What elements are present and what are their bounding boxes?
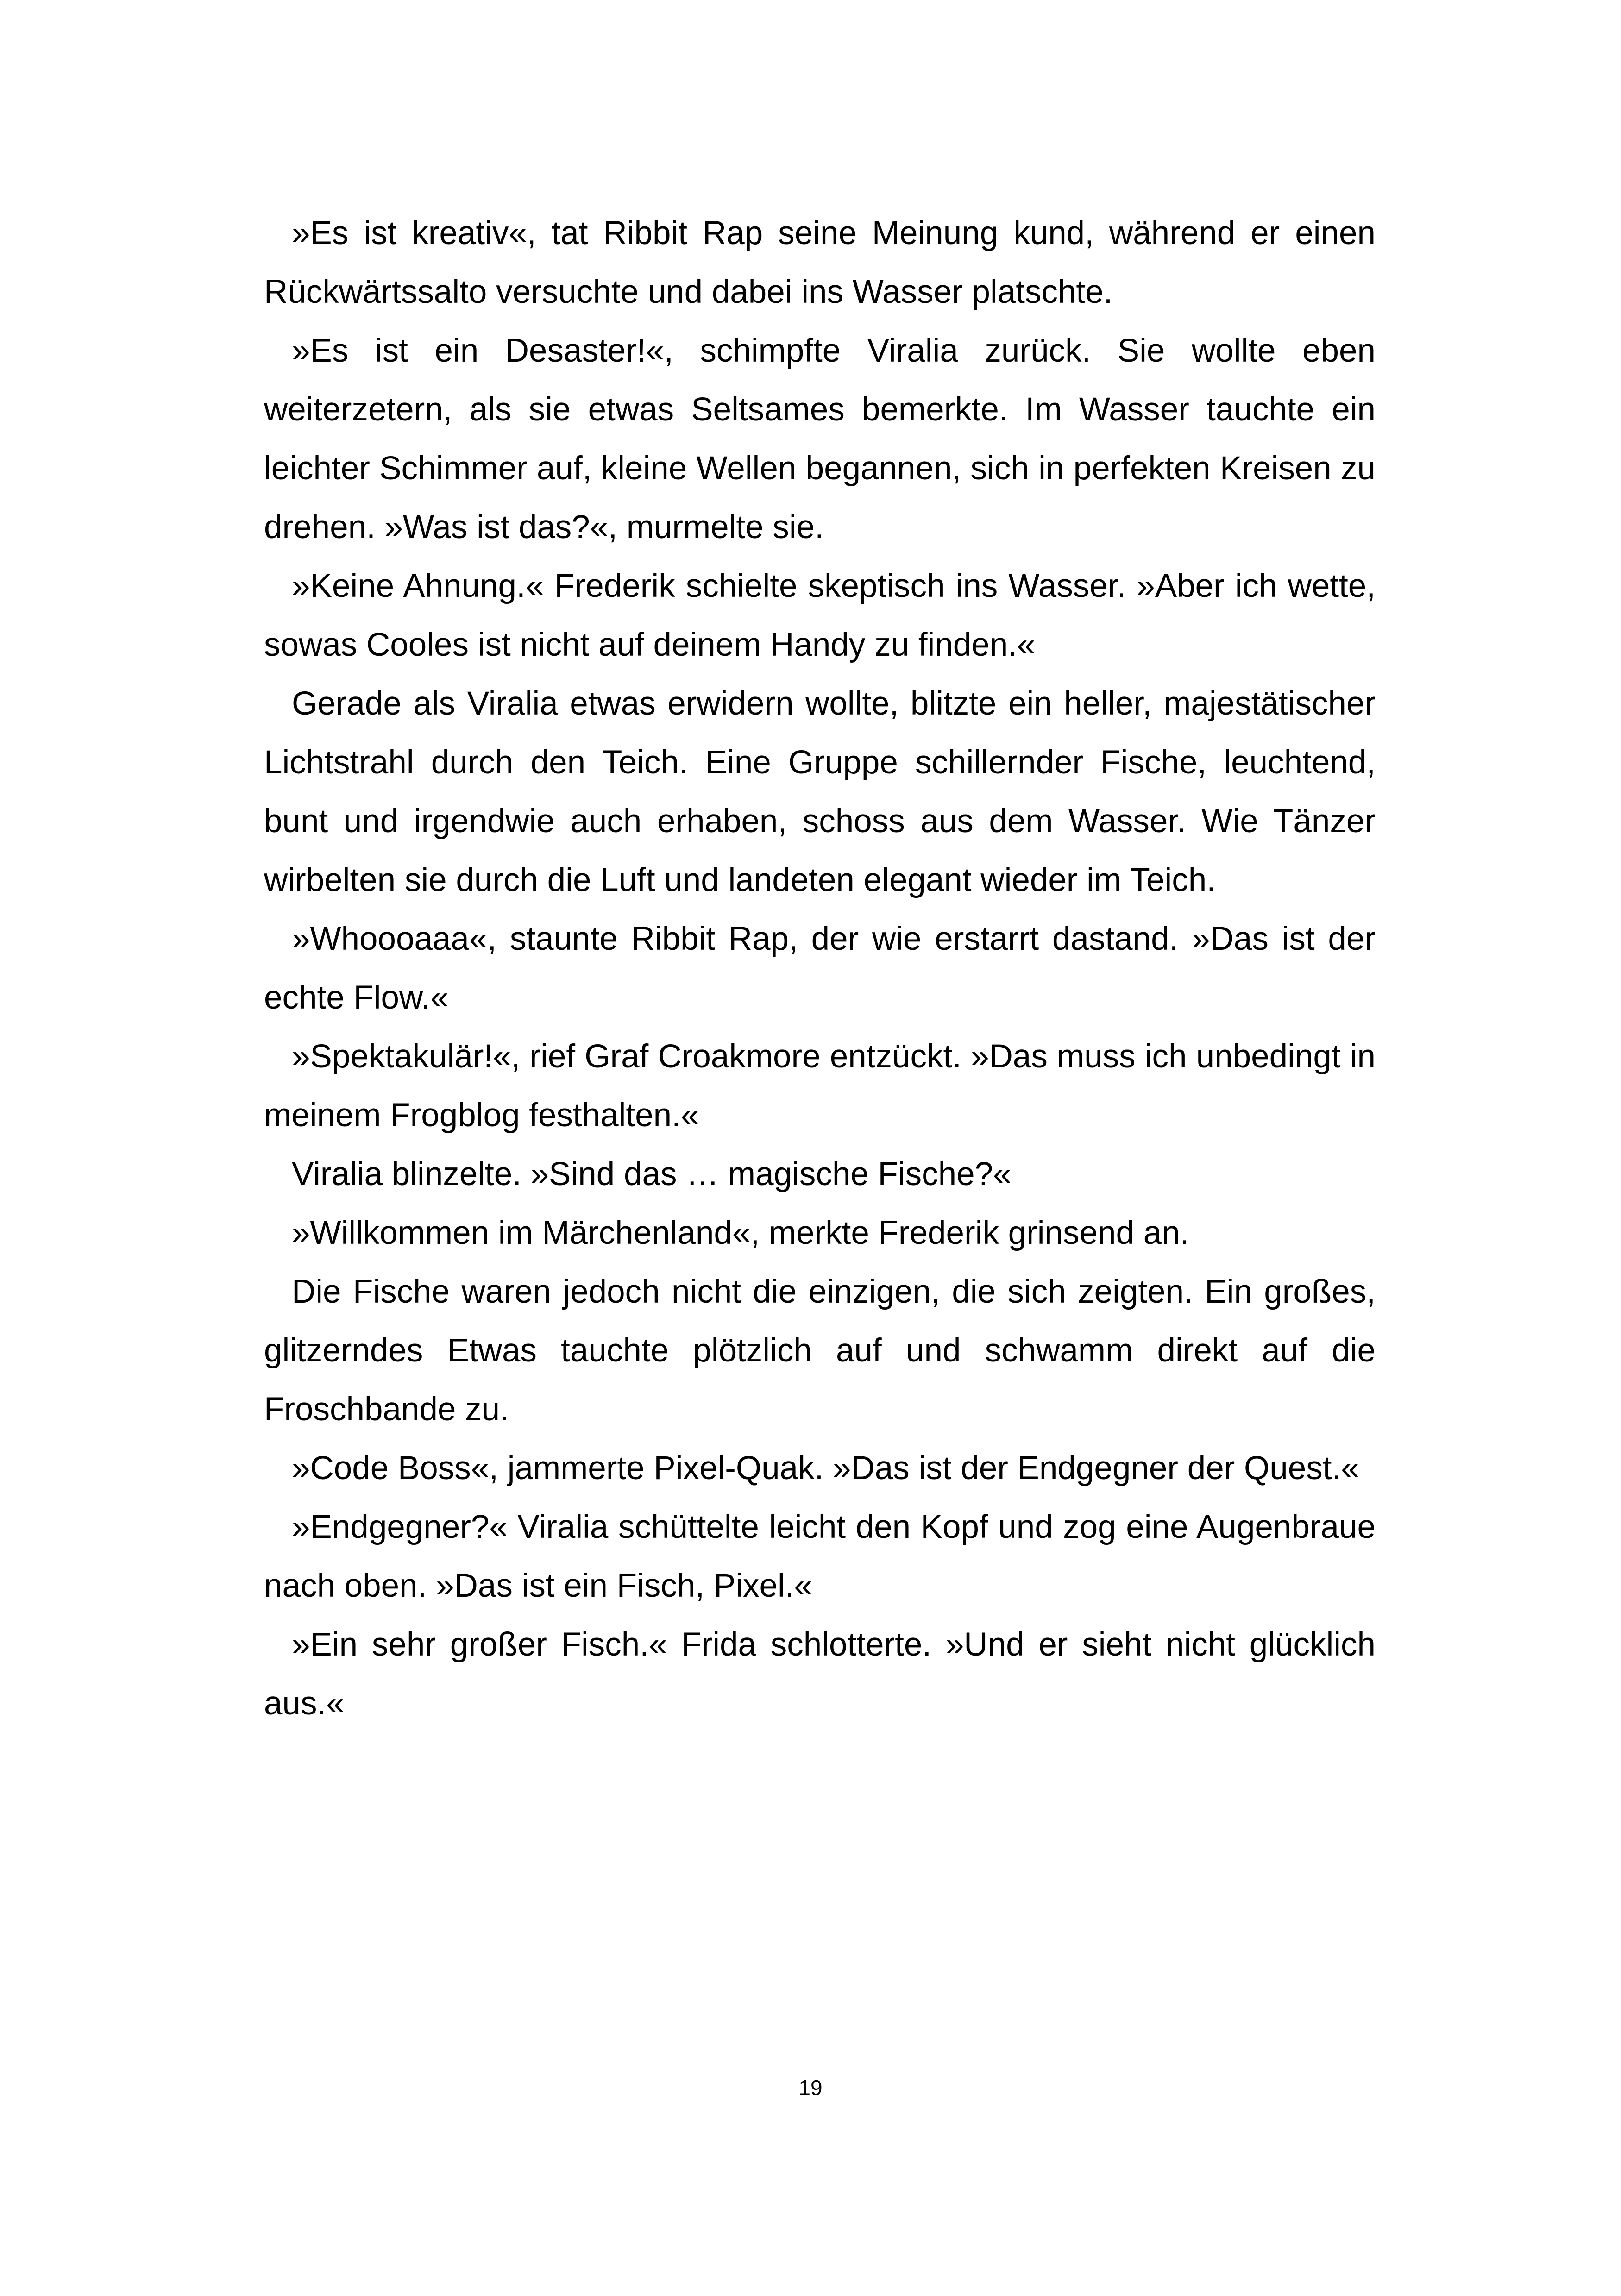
paragraph: »Whoooaaa«, staunte Ribbit Rap, der wie erstarrt dastand. »Das ist der echte Flow.« [264,921,1376,1016]
paragraph: »Willkommen im Märchenland«, merkte Frederik grinsend an. [292,1215,1189,1251]
paragraph: »Code Boss«, jammerte Pixel-Quak. »Das ist der Endgegner der Quest.« [292,1450,1359,1487]
paragraph: »Es ist ein Desaster!«, schimpfte Viralia zurück. Sie wollte eben weiterzetern, als sie etwas Seltsames bemerkte. Im Wasser tauchte ein leichter Schimmer auf, kleine Wellen begannen, sich in perfekten Kreisen zu drehen. »Was ist das?«, murmelte sie. [264,332,1376,546]
page-number: 19 [798,2076,823,2100]
paragraph: »Ein sehr großer Fisch.« Frida schlotterte. »Und er sieht nicht glücklich aus.« [264,1626,1376,1722]
paragraph: Viralia blinzelte. »Sind das … magische Fische?« [292,1156,1012,1192]
paragraph: »Keine Ahnung.« Frederik schielte skeptisch ins Wasser. »Aber ich wette, sowas Cooles ist nicht auf deinem Handy zu finden.« [264,568,1376,663]
paragraph: Gerade als Viralia etwas erwidern wollte, blitzte ein heller, majestätischer Lichtstrahl durch den Teich. Eine Gruppe schillernder Fische, leuchtend, bunt und irgendwie auch erhaben, schoss aus dem Wasser. Wie Tänzer wirbelten sie durch die Luft und landeten elegant wieder im Teich. [264,685,1376,898]
paragraph: »Es ist kreativ«, tat Ribbit Rap seine Meinung kund, während er einen Rückwärtssalto versuchte und dabei ins Wasser platschte. [264,215,1376,310]
body-text-column [264,204,1376,1733]
paragraph: »Spektakulär!«, rief Graf Croakmore entzückt. »Das muss ich unbedingt in meinem Frogblog festhalten.« [264,1038,1376,1134]
paragraph: »Endgegner?« Viralia schüttelte leicht den Kopf und zog eine Augenbraue nach oben. »Das ist ein Fisch, Pixel.« [264,1509,1376,1604]
paragraph: Die Fische waren jedoch nicht die einzigen, die sich zeigten. Ein großes, glitzerndes Etwas tauchte plötzlich auf und schwamm direkt auf die Froschbande zu. [264,1273,1376,1428]
